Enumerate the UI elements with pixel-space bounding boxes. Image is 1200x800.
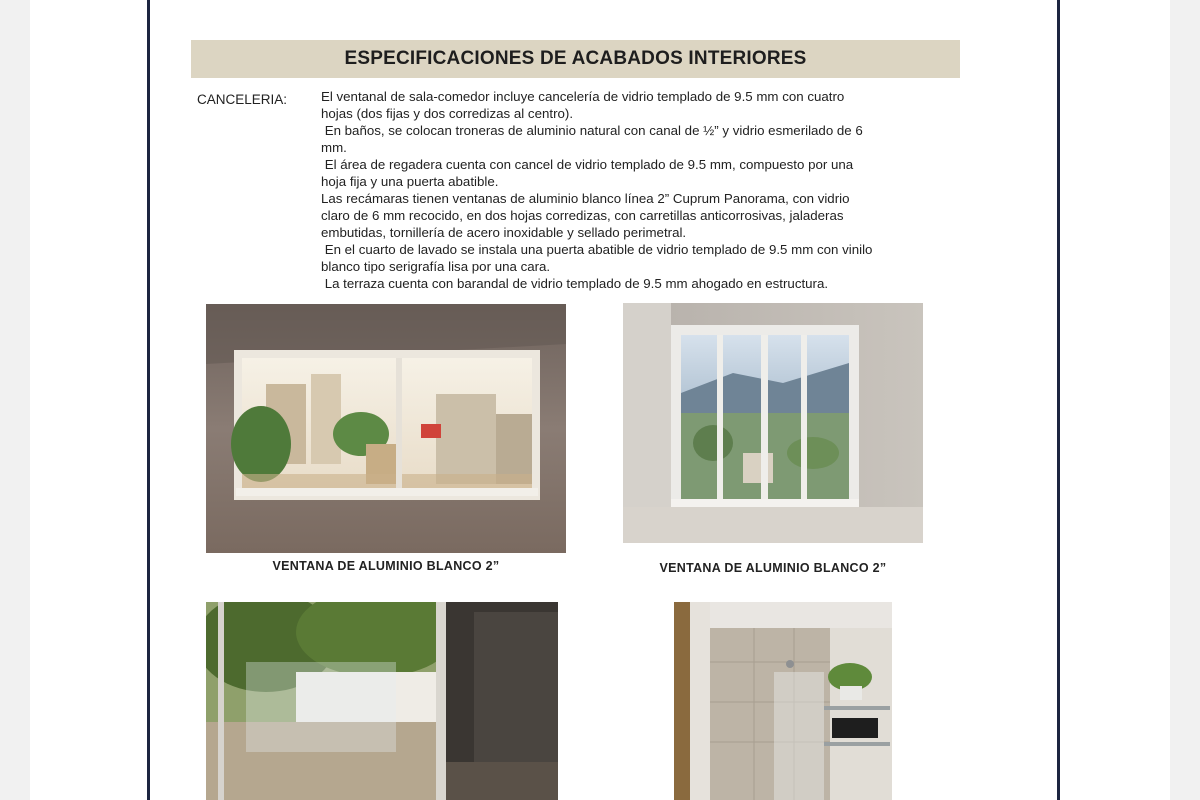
spec-line: En el cuarto de lavado se instala una puerta abatible de vidrio templado de 9.5 mm con vinilo (321, 242, 873, 257)
photo-caption: VENTANA DE ALUMINIO BLANCO 2” (272, 559, 500, 573)
spec-line: blanco tipo serigrafía lisa por una cara. (321, 259, 551, 274)
spec-line: hoja fija y una puerta abatible. (321, 174, 499, 189)
spec-line: embutidas, tornillería de acero inoxidable y sellado perimetral. (321, 225, 687, 240)
spec-line: El área de regadera cuenta con cancel de vidrio templado de 9.5 mm, compuesto por una (321, 157, 854, 172)
photo-terrace (206, 602, 558, 800)
spec-line: claro de 6 mm recocido, en dos hojas corredizas, con carretillas anticorrosivas, jaladeras (321, 208, 844, 223)
photo-caption: VENTANA DE ALUMINIO BLANCO 2” (659, 561, 887, 575)
spec-line: En baños, se colocan troneras de aluminio natural con canal de ½” y vidrio esmerilado de 6 (321, 123, 863, 138)
photo-window-sliding (623, 303, 923, 543)
spec-line: hojas (dos fijas y dos corredizas al centro). (321, 106, 574, 121)
spec-line: Las recámaras tienen ventanas de aluminio blanco línea 2” Cuprum Panorama, con vidrio (321, 191, 850, 206)
photo-window-wide (206, 304, 566, 553)
photo-shower (674, 602, 892, 800)
spec-line: La terraza cuenta con barandal de vidrio templado de 9.5 mm ahogado en estructura. (321, 276, 829, 291)
section-label: CANCELERIA: (197, 92, 288, 107)
spec-line: El ventanal de sala-comedor incluye cancelería de vidrio templado de 9.5 mm con cuatro (321, 89, 845, 104)
spec-line: mm. (321, 140, 347, 155)
section-body (321, 88, 951, 292)
document-title: ESPECIFICACIONES DE ACABADOS INTERIORES (344, 48, 807, 69)
title-banner (191, 40, 960, 78)
